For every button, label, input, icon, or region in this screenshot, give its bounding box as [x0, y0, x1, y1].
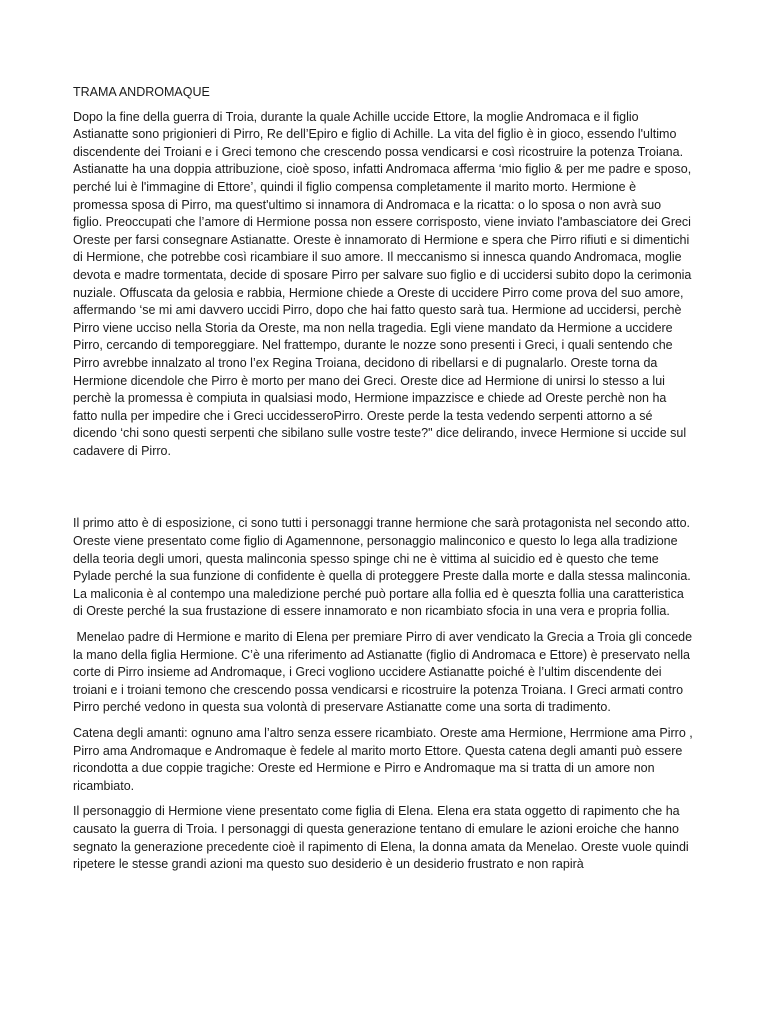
analysis-paragraph-first-act: Il primo atto è di esposizione, ci sono tutti i personaggi tranne hermione che sarà protagonista nel secondo atto. Oreste viene presentato come figlio di Agamennone, personaggio malinconico e questo lo lega alla tradizione della teoria degli umori, questa malinconia spesso spinge chi ne è vittima al suicidio ed è questo che teme Pylade perché la sua funzione di confidente è quella di proteggere Preste dalla morte e dalla stessa malinconia. La maliconia è al contempo una maledizione perché può portare alla follia ed è queszta follia una caratteristica di Oreste perché la sua frustazione di essere innamorato e non ricambiato sfocia in una vera e propria follia.	[73, 516, 691, 619]
document-page	[73, 84, 696, 882]
analysis-paragraph-lovers-chain: Catena degli amanti: ognuno ama l’altro senza essere ricambiato. Oreste ama Hermione, Herrmione ama Pirro , Pirro ama Andromaque e Andromaque è fedele al marito morto Ettore. Questa catena degli amanti può essere ricondotta a due coppie tragiche: Oreste ed Hermione e Pirro e Andromaque ma si tratta di un amore non ricambiato.	[73, 726, 693, 793]
analysis-paragraph-menelao: Menelao padre di Hermione e marito di Elena per premiare Pirro di aver vendicato la Grecia a Troia gli concede la mano della figlia Hermione. C’è una riferimento ad Astianatte (figlio di Andromaca e Ettore) è preservato nella corte di Pirro insieme ad Andromaque, i Greci vogliono uccidere Astianatte poiché è l’ultim discendente dei troiani e i troiani temono che crescendo possa vendicarsi e ricostruire la potenza Troiana. I Greci armati contro Pirro perché vedono in questa sua volontà di preservare Astianatte come una sorta di tradimento.	[73, 630, 696, 715]
document-title: TRAMA ANDROMAQUE	[73, 85, 210, 99]
section-gap	[73, 468, 693, 515]
plot-paragraph: Dopo la fine della guerra di Troia, durante la quale Achille uccide Ettore, la moglie Andromaca e il figlio Astianatte sono prigionieri di Pirro, Re dell’Epiro e figlio di Achille. La vita del figlio è in gioco, essendo l'ultimo discendente dei Troiani e i Greci temono che crescendo possa vendicarsi e così ricostruire la potenza Troiana. Astianatte ha una doppia attribuzione, cioè sposo, infatti Andromaca afferma ‘mio figlio & per me padre e sposo, perché lui è l'immagine di Ettore’, quindi il figlio compensa completamente il marito morto. Hermione è promessa sposa di Pirro, ma quest'ultimo si innamora di Andromaca e la ricatta: o lo sposa o non avrà suo figlio. Preoccupati che l’amore di Hermione possa non essere corrisposto, viene inviato l'ambasciatore dei Greci Oreste per farsi consegnare Astianatte. Oreste è innamorato di Hermione e spera che Pirro rifiuti e si dimentichi di Hermione, che potrebbe così ricambiare il suo amore. Il meccanismo si innesca quando Andromaca, moglie devota e madre tormentata, decide di sposare Pirro per salvare suo figlio e di uccidersi subito dopo la cerimonia nuziale. Offuscata da gelosia e rabbia, Hermione chiede a Oreste di uccidere Pirro come prova del suo amore, affermando ‘se mi ami davvero uccidi Pirro, dopo che hai fatto questo sarà tua. Hermione ad uccidersi, perchè Pirro viene ucciso nella Storia da Oreste, ma non nella tragedia. Egli viene mandato da Hermione a uccidere Pirro, cercando di temporeggiare. Nel frattempo, durante le nozze sono presenti i Greci, i quali sentendo che Pirro avrebbe innalzato al trono l’ex Regina Troiana, decidono di ribellarsi e di pugnalarlo. Oreste torna da Hermione dicendole che Pirro è morto per mano dei Greci. Oreste dice ad Hermione di unirsi lo stesso a lui perchè la promessa è compiuta in qualsiasi modo, Hermione impazzisce e chiede ad Oreste perchè non ha fatto nulla per impedire che i Greci uccidesseroPirro. Oreste perde la testa vedendo serpenti attorno a sé dicendo ‘chi sono questi serpenti che sibilano sulle vostre teste?" dice delirando, invece Hermione si uccide sul cadavere di Pirro.	[73, 109, 692, 458]
analysis-paragraph-hermione: Il personaggio di Hermione viene presentato come figlia di Elena. Elena era stata oggetto di rapimento che ha causato la guerra di Troia. I personaggi di questa generazione tentano di emulare le azioni eroiche che hanno segnato la generazione precedente cioè il rapimento di Elena, la donna amata da Menelao. Oreste vuole quindi ripetere le stesse grandi azioni ma questo suo desiderio è un desiderio frustrato e non rapirà	[73, 804, 689, 872]
